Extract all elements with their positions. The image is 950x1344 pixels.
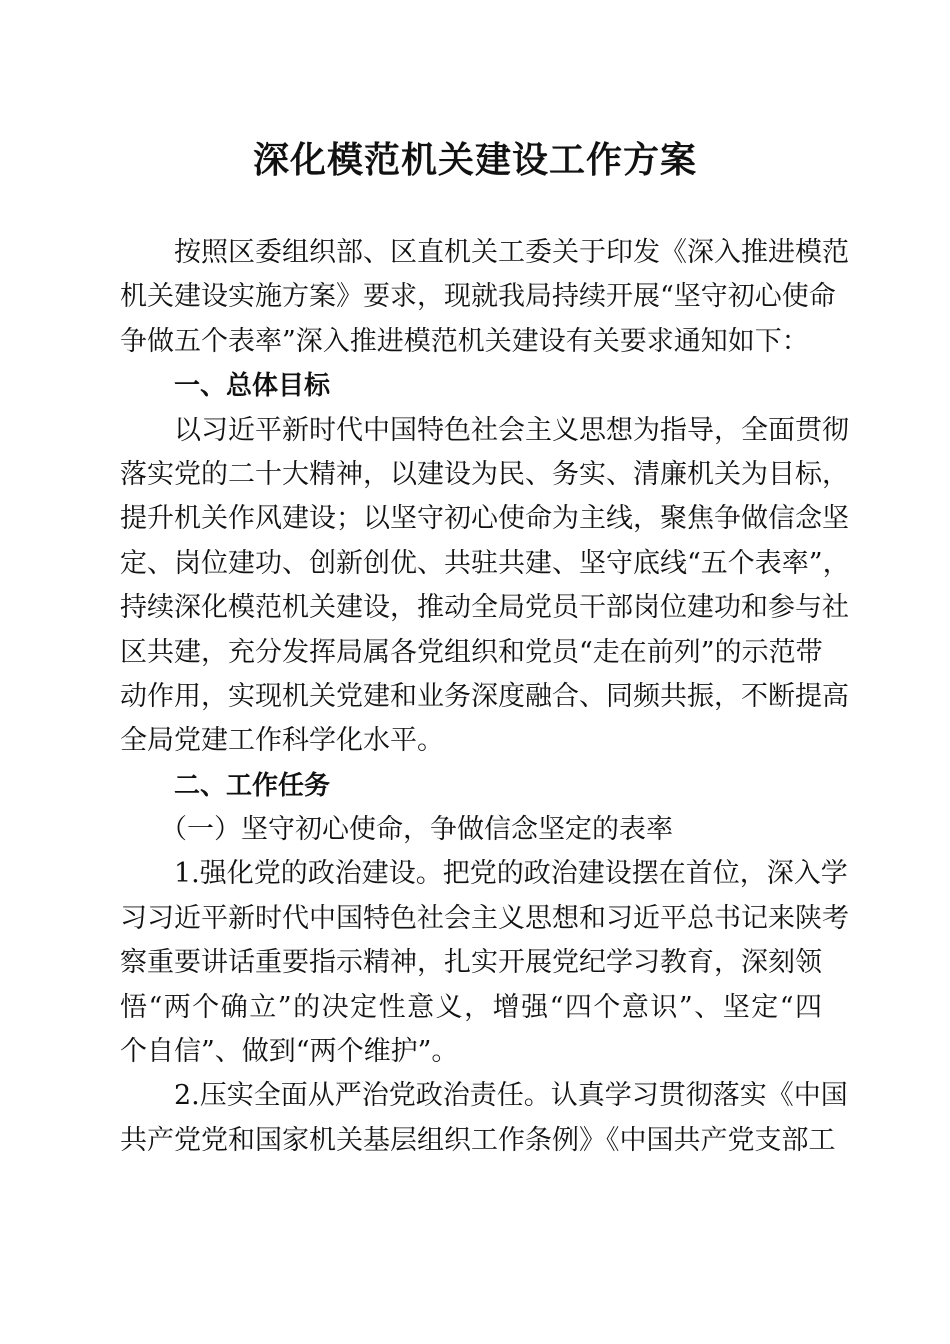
- text-line: 2.压实全面从严治党政治责任。认真学习贯彻落实《中国: [174, 1080, 848, 1112]
- document-body: [120, 231, 850, 1163]
- text-line: 提升机关作风建设；以坚守初心使命为主线，聚焦争做信念坚: [120, 503, 849, 535]
- text-line: 落实党的二十大精神，以建设为民、务实、清廉机关为目标，: [120, 458, 849, 490]
- text-line: 机关建设实施方案》要求，现就我局持续开展“坚守初心使命: [120, 281, 836, 313]
- subsection-heading: [120, 808, 822, 852]
- paragraph: [120, 231, 849, 364]
- text-line: 以习近平新时代中国特色社会主义思想为指导，全面贯彻: [174, 414, 849, 446]
- text-line: 按照区委组织部、区直机关工委关于印发《深入推进模范: [174, 237, 849, 268]
- section-heading: [120, 764, 822, 808]
- section-heading: [120, 364, 822, 408]
- paragraph: [120, 852, 849, 1074]
- paragraph: [120, 409, 850, 764]
- text-line: 全局党建工作科学化水平。: [120, 725, 444, 757]
- text-line: 习习近平新时代中国特色社会主义思想和习近平总书记来陕考: [120, 902, 849, 934]
- text-line: 察重要讲话重要指示精神，扎实开展党纪学习教育，深刻领: [120, 947, 822, 979]
- text-line: （一）坚守初心使命，争做信念坚定的表率: [160, 814, 673, 846]
- text-line: 定、岗位建功、创新创优、共驻共建、坚守底线“五个表率”，: [120, 547, 850, 579]
- document-title: 深化模范机关建设工作方案: [252, 139, 697, 181]
- text-line: 持续深化模范机关建设，推动全局党员干部岗位建功和参与社: [120, 592, 849, 624]
- text-line: 动作用，实现机关党建和业务深度融合、同频共振，不断提高: [120, 680, 849, 712]
- paragraph: [120, 1074, 848, 1163]
- text-line: 二、工作任务: [174, 770, 331, 801]
- text-line: 一、总体目标: [174, 371, 331, 402]
- text-line: 共产党党和国家机关基层组织工作条例》《中国共产党支部工: [120, 1124, 836, 1156]
- text-line: 争做五个表率”深入推进模范机关建设有关要求通知如下：: [120, 325, 809, 357]
- text-line: 1.强化党的政治建设。把党的政治建设摆在首位，深入学: [174, 858, 848, 890]
- text-line: 区共建，充分发挥局属各党组织和党员“走在前列”的示范带: [120, 636, 823, 668]
- text-line: 悟“两个确立”的决定性意义，增强“四个意识”、坚定“四: [120, 991, 822, 1023]
- text-line: 个自信”、做到“两个维护”。: [120, 1036, 459, 1068]
